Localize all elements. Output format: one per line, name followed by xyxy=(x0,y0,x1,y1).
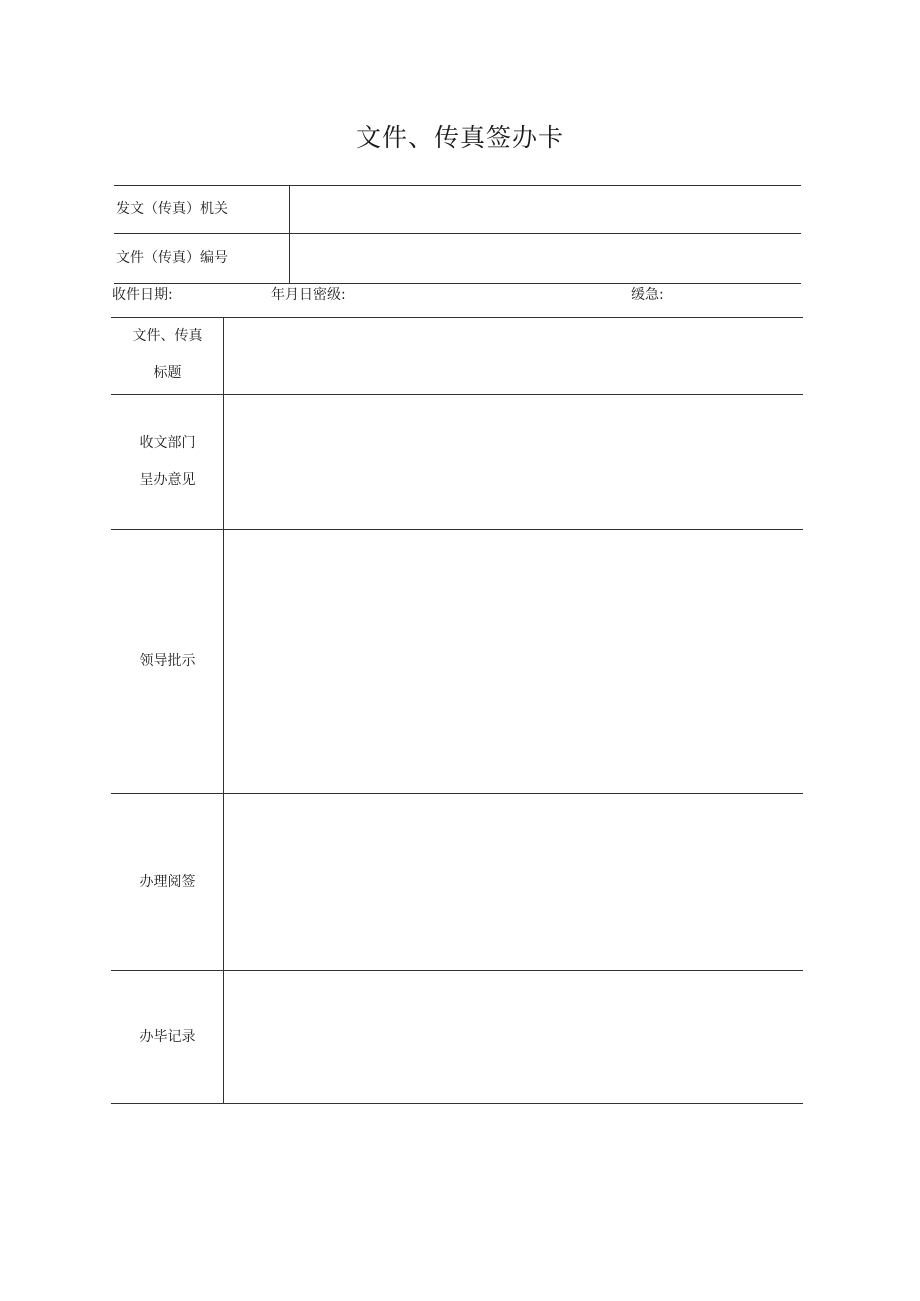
sender-label: 发文（传真）机关 xyxy=(116,201,228,217)
row-divider-4 xyxy=(111,970,803,971)
leader-label xyxy=(112,643,223,680)
completion-field[interactable] xyxy=(225,972,801,1102)
reading-label xyxy=(112,864,223,901)
reading-field[interactable] xyxy=(225,795,801,969)
number-bottom-border xyxy=(114,283,801,284)
top-border xyxy=(114,185,801,186)
leader-label-text: 领导批示 xyxy=(139,653,196,669)
dept-opinion-field[interactable] xyxy=(225,396,801,528)
row-divider-2 xyxy=(111,529,803,530)
leader-field[interactable] xyxy=(225,531,801,792)
number-label: 文件（传真）编号 xyxy=(116,250,228,266)
doc-title-label xyxy=(112,318,223,392)
top-divider xyxy=(289,185,290,283)
completion-label-text: 办毕记录 xyxy=(139,1029,196,1045)
doc-title-field[interactable] xyxy=(225,319,801,393)
doc-title-label-line-2: 标题 xyxy=(153,365,182,381)
row-divider-3 xyxy=(111,793,803,794)
doc-title-label-line-1: 文件、传真 xyxy=(132,328,203,344)
dept-opinion-label-line-2: 呈办意见 xyxy=(139,472,196,488)
received-date-label: 收件日期: xyxy=(112,287,173,303)
form-title: 文件、传真签办卡 xyxy=(355,123,564,152)
dept-opinion-label xyxy=(112,425,223,499)
number-field[interactable] xyxy=(291,235,799,282)
reading-label-text: 办理阅签 xyxy=(139,874,196,890)
sender-number-divider xyxy=(114,233,801,234)
ymd-secret-label: 年月日密级: xyxy=(271,287,346,303)
main-bottom-border xyxy=(111,1103,803,1104)
urgency-label: 缓急: xyxy=(631,287,664,303)
dept-opinion-label-line-1: 收文部门 xyxy=(139,435,196,451)
main-label-divider xyxy=(223,317,224,1103)
sender-field[interactable] xyxy=(291,187,799,232)
row-divider-1 xyxy=(111,394,803,395)
completion-label xyxy=(112,1019,223,1056)
